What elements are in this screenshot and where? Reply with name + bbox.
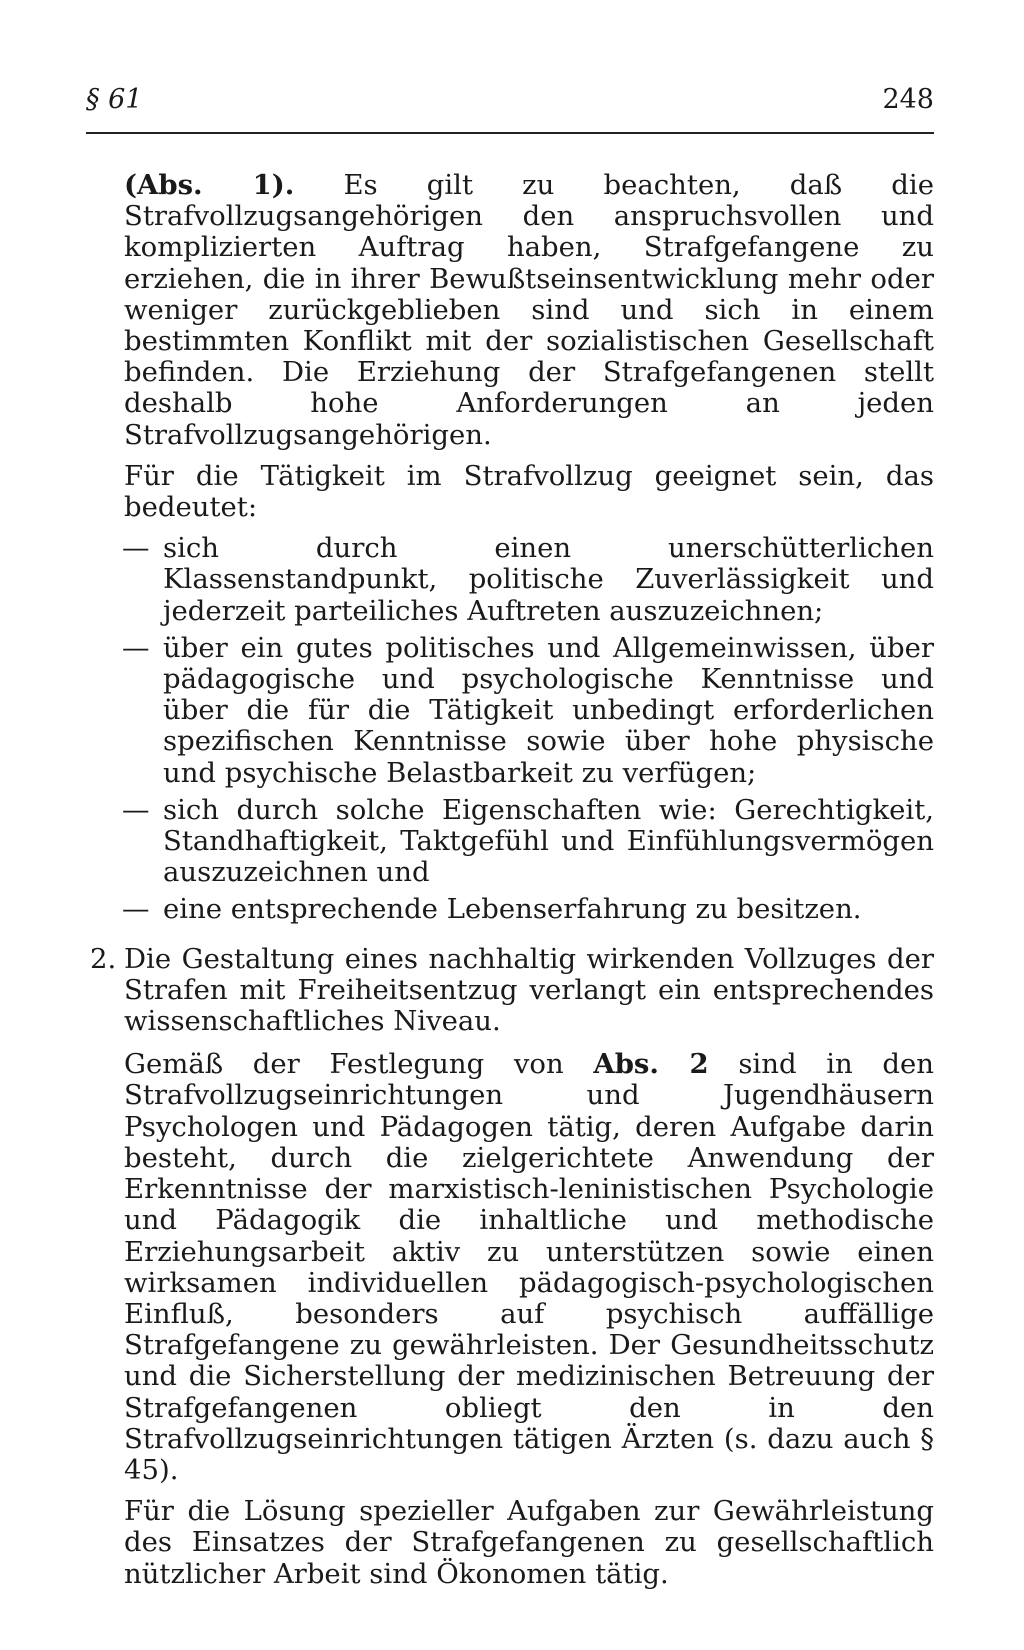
dash-marker: — bbox=[122, 532, 150, 565]
paragraph-abs1-text: Es gilt zu beachten, daß die Strafvollzugsangehörigen den anspruchsvollen und komplizierten Auftrag haben, Strafgefangene zu erziehen, die in ihrer Bewußtseinsentwicklung mehr oder weniger zurückgeblieben sind und sich in einem bestimmten Konflikt mit der sozialistischen Gesellschaft befinden. Die Erziehung der Strafgefangenen stellt deshalb hohe Anforderungen an jeden Strafvollzugsangehörigen. bbox=[124, 169, 934, 451]
paragraph-abs2 bbox=[124, 1049, 934, 1486]
abs1-reference: (Abs. 1). bbox=[124, 169, 295, 201]
paragraph-suitability: Für die Tätigkeit im Strafvollzug geeignet sein, das bedeutet: bbox=[124, 459, 934, 524]
page-body bbox=[90, 169, 935, 1600]
abs2-reference: Abs. 2 bbox=[593, 1048, 709, 1081]
numbered-item-2 bbox=[90, 942, 934, 1038]
dash-marker: — bbox=[122, 631, 150, 664]
list-item-text: sich durch einen unerschütterlichen Klassenstandpunkt, politische Zuverlässigkeit und jederzeit parteiliches Auftreten auszuzeichnen; bbox=[163, 532, 934, 627]
paragraph-abs1 bbox=[124, 170, 934, 451]
numbered-item-text: Die Gestaltung eines nachhaltig wirkenden Vollzuges der Strafen mit Freiheitsentzug verlangt ein entsprechendes wissenschaftliches Niveau. bbox=[124, 942, 934, 1038]
list-item bbox=[122, 795, 934, 889]
list-item bbox=[122, 894, 934, 925]
header-divider bbox=[86, 132, 934, 134]
page-number: 248 bbox=[882, 84, 934, 115]
page-header bbox=[86, 84, 934, 124]
section-reference: § 61 bbox=[86, 84, 143, 115]
dash-marker: — bbox=[122, 793, 150, 826]
paragraph-abs2-lead: Gemäß der Festlegung von bbox=[124, 1048, 594, 1081]
list-item bbox=[122, 633, 934, 789]
list-item-text: sich durch solche Eigenschaften wie: Gerechtigkeit, Standhaftigkeit, Taktgefühl und Einfühlungsvermögen auszuzeichnen und bbox=[163, 793, 934, 889]
requirements-list bbox=[124, 533, 934, 925]
dash-marker: — bbox=[122, 893, 150, 926]
list-item bbox=[122, 533, 934, 627]
paragraph-abs2-text: sind in den Strafvollzugseinrichtungen und Jugendhäusern Psychologen und Pädagogen tätig, deren Aufgabe darin besteht, durch die zielgerichtete Anwendung der Erkenntnisse der marxistisch-leninistischen Psychologie und Pädagogik die inhaltliche und methodische Erziehungsarbeit aktiv zu unterstützen sowie einen wirksamen individuellen pädagogisch-psychologischen Einfluß, besonders auf psychisch auffällige Strafgefangene zu gewährleisten. Der Gesundheitsschutz und die Sicherstellung der medizinischen Betreuung der Strafgefangenen obliegt den in den Strafvollzugseinrichtungen tätigen Ärzten (s. dazu auch § 45). bbox=[124, 1048, 935, 1486]
list-item-text: eine entsprechende Lebenserfahrung zu besitzen. bbox=[163, 893, 862, 926]
item-number: 2. bbox=[90, 942, 117, 975]
list-item-text: über ein gutes politisches und Allgemeinwissen, über pädagogische und psychologische Kenntnisse und über die für die Tätigkeit unbedingt erforderlichen spezifischen Kenntnisse sowie über hohe physische und psychische Belastbarkeit zu verfügen; bbox=[163, 631, 934, 789]
paragraph-economists: Für die Lösung spezieller Aufgaben zur Gewährleistung des Einsatzes der Strafgefangenen zu gesellschaftlich nützlicher Arbeit sind Ökonomen tätig. bbox=[124, 1495, 934, 1590]
